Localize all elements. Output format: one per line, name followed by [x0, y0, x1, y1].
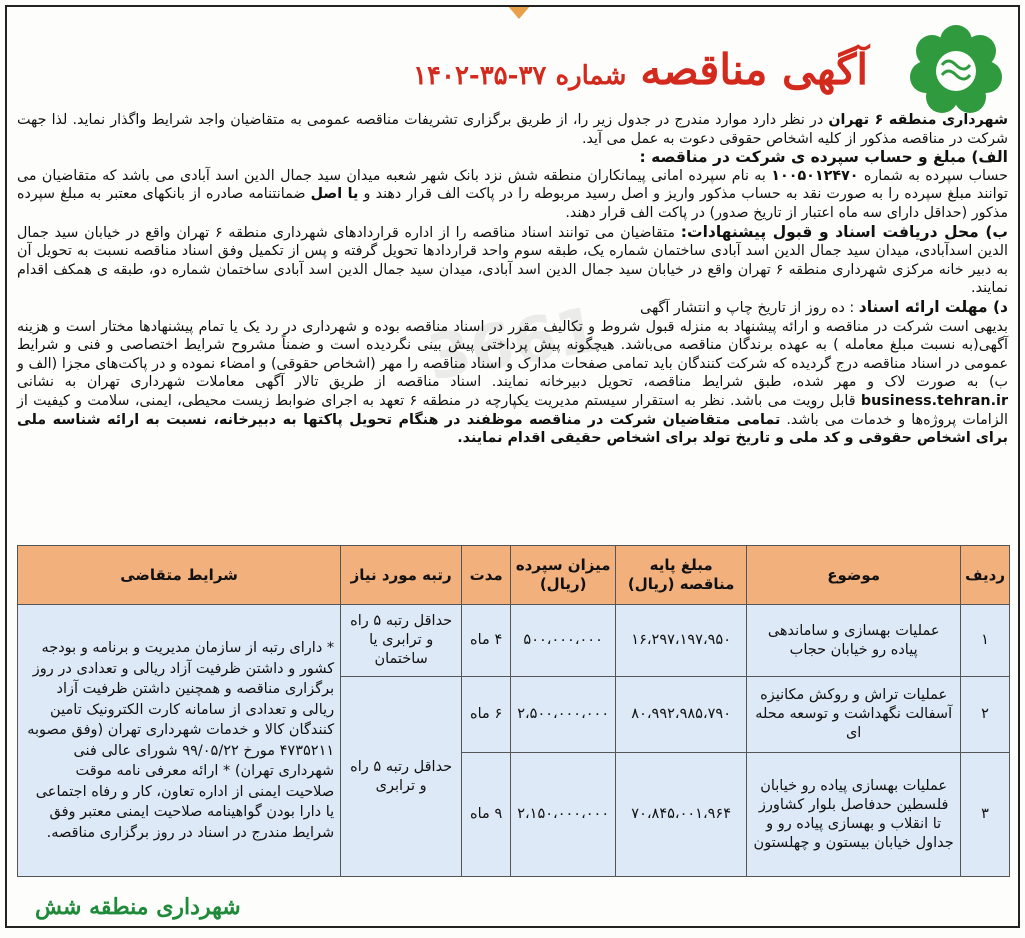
table-row: [18, 605, 1010, 677]
org-name: شهرداری منطقه ۶ تهران: [828, 112, 1008, 128]
applicant-conditions: * دارای رتبه از سازمان مدیریت و برنامه و بودجه کشور و داشتن ظرفیت آزاد ریالی و تعدادی در روز برگزاری مناقصه و همچنین داشتن ظرفیت آزاد ریالی و تعدادی از سامانه کارت الکترونیک تامین کنندگان کالا و خدمات شهرداری تهران (وفق مصوبه ۴۷۳۵۲۱۱ مورخ ۹۹/۰۵/۲۲ شورای عالی فنی شهرداری تهران) * ارائه معرفی نامه موقت صلاحیت ایمنی از اداره تعاون، کار و رفاه اجتماعی یا دارا بودن گواهینامه صلاحیت ایمنی معتبر وفق شرایط مندرج در اسناد در روز برگزاری مناقصه.: [18, 605, 341, 877]
row-rank: حداقل رتبه ۵ راه و ترابری: [341, 677, 462, 877]
row-base-amount: ۸۰،۹۹۲،۹۸۵،۷۹۰: [616, 677, 747, 753]
row-number: ۲: [961, 677, 1010, 753]
or-original: یا اصل: [310, 186, 359, 203]
row-subject: عملیات تراش و روکش مکانیزه آسفالت نگهداشت و توسعه محله ای: [747, 677, 961, 753]
row-number: ۱: [961, 605, 1010, 677]
section-a-part1: حساب سپرده به شماره: [858, 167, 1008, 184]
row-duration: ۹ ماه: [462, 753, 511, 877]
intro-paragraph: [17, 111, 1008, 148]
intro-text: در نظر دارد موارد مندرج در جدول زیر را، از طریق برگزاری تشریفات مناقصه عمومی به متقاضیان واجد شرایط واگذار نماید. لذا جهت شرکت در مناقصه مذکور از کلیه اشخاص حقوقی دعوت به عمل می آید.: [17, 112, 1008, 147]
section-d-text: : ده روز از تاریخ چاپ و انتشار آگهی: [640, 299, 859, 316]
section-a-title: الف) مبلغ و حساب سپرده ی شرکت در مناقصه :: [639, 148, 1008, 167]
col-header-row: ردیف: [961, 546, 1010, 605]
row-deposit: ۵۰۰،۰۰۰،۰۰۰: [511, 605, 616, 677]
col-header-rank: رتبه مورد نیاز: [341, 546, 462, 605]
section-d: [17, 298, 1008, 318]
title-text: آگهی مناقصه: [640, 45, 868, 94]
notice-title: [413, 45, 868, 105]
col-header-conditions: شرایط متقاضی: [18, 546, 341, 605]
row-duration: ۶ ماه: [462, 677, 511, 753]
general-terms: [17, 318, 1008, 448]
section-a-text: [17, 167, 1008, 223]
col-header-deposit: میزان سپرده (ریال): [511, 546, 616, 605]
section-a-part2: به نام سپرده امانی پیمانکاران منطقه شش نزد بانک شهر شعبه میدان سید جمال الدین اسد آبادی می باشد که متقاضیان می توانند مبلغ سپرده را به صورت نقد به حساب مذکور واریز و اصل رسید مربوطه را در پاکت الف قرار دهند و: [17, 167, 1008, 203]
row-subject: عملیات بهسازی و ساماندهی پیاده رو خیابان حجاب: [747, 605, 961, 677]
row-duration: ۴ ماه: [462, 605, 511, 677]
row-deposit: ۲،۱۵۰،۰۰۰،۰۰۰: [511, 753, 616, 877]
watermark: 3661: [421, 292, 605, 395]
section-d-title: د) مهلت ارائه اسناد: [858, 297, 1008, 316]
row-base-amount: ۷۰،۸۴۵،۰۰۱،۹۶۴: [616, 753, 747, 877]
table-header-row: [18, 546, 1010, 605]
notice-number: شماره ۳۷-۳۵-۱۴۰۲: [413, 61, 627, 91]
website-link[interactable]: business.tehran.ir: [860, 392, 1008, 409]
row-subject: عملیات بهسازی پیاده رو خیابان فلسطین حدفاصل بلوار کشاورز تا انقلاب و بهسازی پیاده رو و جداول خیابان بیستون و چهلستون: [747, 753, 961, 877]
account-number: ۱۰۰۵۰۱۲۴۷۰: [771, 167, 859, 184]
section-b-title: ب) محل دریافت اسناد و قبول پیشنهادات:: [680, 222, 1009, 241]
footer-signature: شهرداری منطقه شش: [35, 894, 241, 920]
row-rank: حداقل رتبه ۵ راه و ترابری یا ساختمان: [341, 605, 462, 677]
section-a-part3: ضمانتنامه صادره از بانکهای معتبر به مبلغ سپرده مذکور (حداقل دارای سه ماه اعتبار از تاریخ صدور) در پاکت الف قرار دهند.: [17, 186, 1008, 221]
general-terms-part1: بدیهی است شرکت در مناقصه و ارائه پیشنهاد به منزله قبول شروط و تکالیف مقرر در اسناد مناقصه بوده و شهرداری در رد یک یا تمام پیشنهادها مختار است و هزینه آگهی(به نسبت مبلغ معامله ) به عهده برندگان مناقصه می‌باشد. هیچگونه پیش پرداختی پیش بینی نگردیده است و ضمناً مشروح شرایط اختصاصی و فنی و شرایط عمومی در اسناد مناقصه درج گردیده که شرکت کنندگان باید تمامی صفحات مدارک و اسناد مناقصه را مهر (اشخاص حقوقی) و امضاء نموده و در پاکت‌های مجزا (الف و ب) به صورت لاک و مهر شده، طبق شرایط مناقصه، تحویل دبیرخانه نمایند. اسناد مناقصه از طریق تالار آگهی معاملات شهرداری تهران به نشانی: [17, 318, 1008, 391]
col-header-subject: موضوع: [747, 546, 961, 605]
row-deposit: ۲،۵۰۰،۰۰۰،۰۰۰: [511, 677, 616, 753]
tender-table: [17, 545, 1010, 877]
general-terms-part2: قابل رویت می باشد. نظر به استقرار سیستم مدیریت یکپارچه در منطقه ۶ تعهد به اجرای ضوابط زیست محیطی، ایمنی، سلامت و کیفیت از الزامات پروژه‌ها و خدمات می باشد.: [17, 392, 1008, 428]
section-b-text: متقاضیان می توانند اسناد مناقصه را از اداره قراردادهای شهرداری منطقه ۶ تهران واقع در خیابان سید جمال الدین اسدآبادی، میدان سید جمال الدین اسد آبادی ساختمان شماره یک، طبقه سوم واحد قراردادها تحویل گرفته و پس از تکمیل وفق اسناد مناقصه نسبت به تحویل آن به دبیر خانه مرکزی شهرداری منطقه ۶ تهران واقع در خیابان سید جمال الدین اسد آبادی، میدان سید جمال الدین اسد آبادی ساختمان شماره دو، طبقه ی همکف اقدام نمایند.: [17, 224, 1008, 297]
notice-body: [17, 111, 1008, 448]
top-marker: [507, 5, 531, 19]
row-number: ۳: [961, 753, 1010, 877]
row-base-amount: ۱۶،۲۹۷،۱۹۷،۹۵۰: [616, 605, 747, 677]
general-terms-bold: تمامی متقاضیان شرکت در مناقصه موظفند در هنگام تحویل پاکتها به دبیرخانه، نسبت به ارائه شناسه ملی برای اشخاص حقوقی و کد ملی و تاریخ تولد برای اشخاص حقیقی اقدام نمایند.: [17, 411, 1008, 447]
tender-notice: [5, 5, 1020, 928]
section-b: [17, 223, 1008, 298]
tehran-municipality-logo-icon: [908, 21, 1004, 117]
col-header-base: مبلغ پایه مناقصه (ریال): [616, 546, 747, 605]
col-header-duration: مدت: [462, 546, 511, 605]
